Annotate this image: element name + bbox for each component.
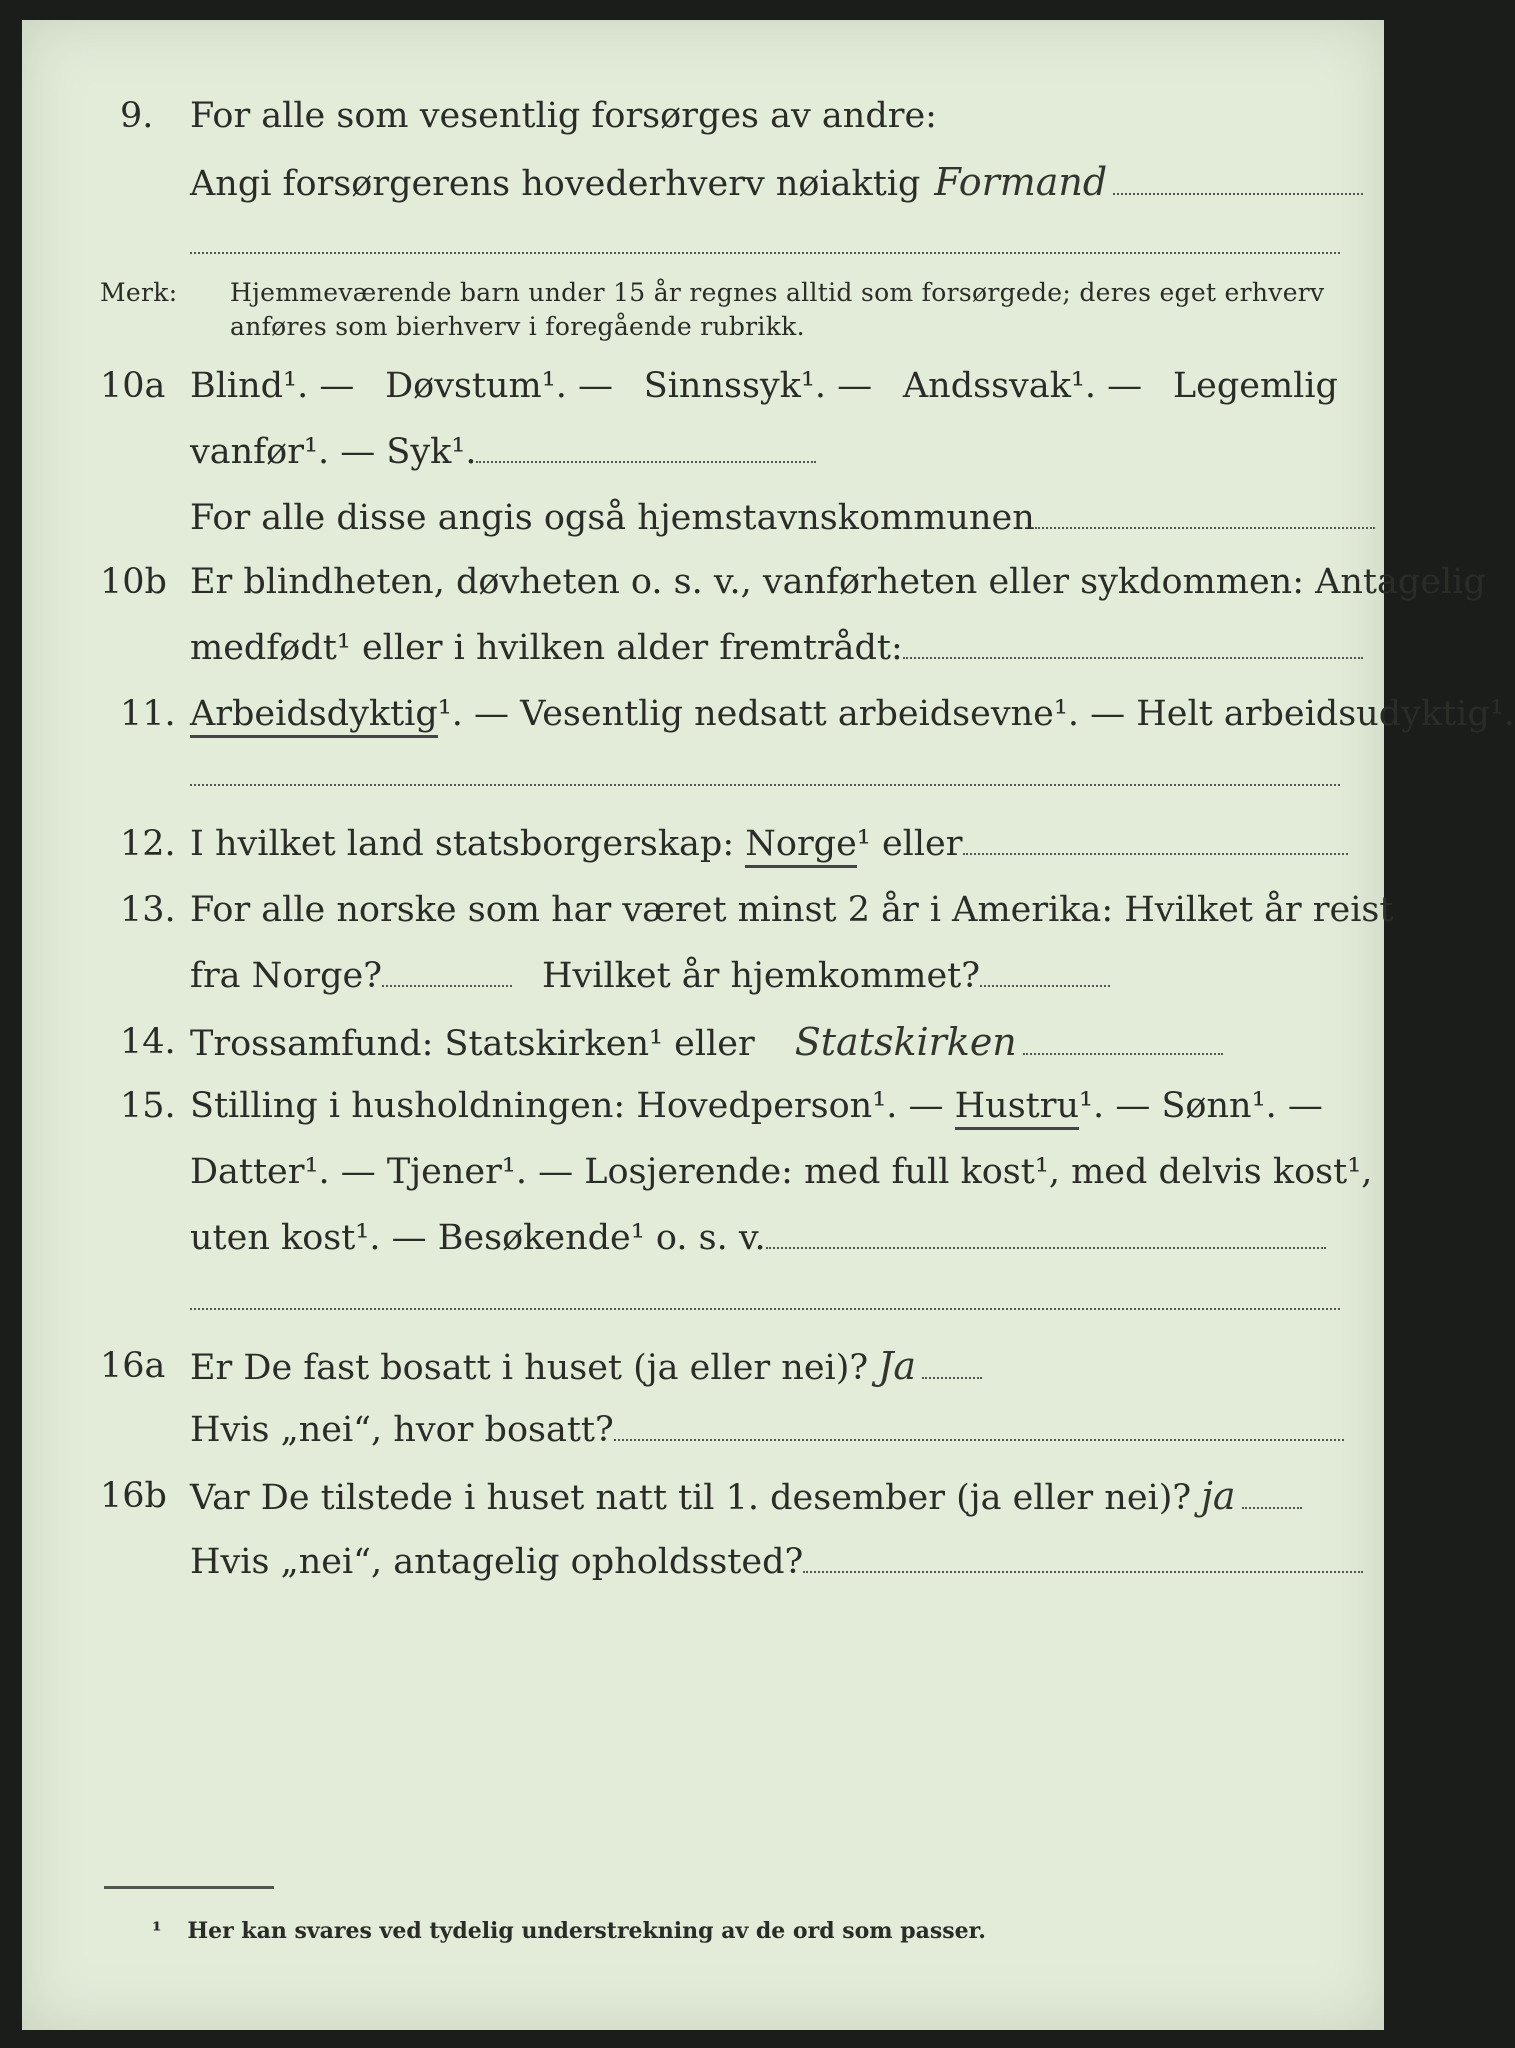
q15-line-fill [766, 1221, 1326, 1249]
q15-blank-line [190, 1308, 1340, 1310]
footnote-rule [104, 1886, 274, 1889]
q13-line2a: fra Norge? [190, 956, 382, 996]
q16a-answer: Ja [878, 1344, 917, 1388]
q10a-dovstum: Døvstum¹. — [385, 366, 614, 406]
q14-answer: Statskirken [794, 1020, 1017, 1064]
q9-blank-line [190, 252, 1340, 254]
q10a-andssvak: Andssvak¹. — [902, 366, 1143, 406]
q10a-line2-row [190, 430, 816, 474]
q16a-line2-row [190, 1408, 1344, 1452]
footnote-text: Her kan svares ved tydelig understrekning av de ord som passer. [187, 1918, 986, 1944]
q10b-line1: Er blindheten, døvheten o. s. v., vanførheten eller sykdommen: Antagelig [190, 562, 1486, 602]
q14-line [190, 1020, 1223, 1066]
q16a-bosatt-line [614, 1413, 1344, 1441]
q13-hjem-line [980, 959, 1110, 987]
q10a-sinnssyk: Sinnssyk¹. — [643, 366, 873, 406]
q10a-kommune-line [1035, 501, 1375, 529]
q16b-line1: Var De tilstede i huset natt til 1. desember (ja eller nei)? [190, 1478, 1192, 1518]
merk-label: Merk: [100, 278, 178, 307]
q15-line1b: ¹. — Sønn¹. — [1079, 1086, 1323, 1126]
q15-number: 15. [120, 1086, 176, 1126]
q9-line1: For alle som vesentlig forsørges av andre: [190, 96, 937, 136]
census-form-page [22, 20, 1515, 2030]
q10a-blind: Blind¹. — [190, 366, 355, 406]
q15-line3: uten kost¹. — Besøkende¹ o. s. v. [190, 1218, 766, 1258]
q11-blank-line [190, 784, 1340, 786]
q11-number: 11. [120, 694, 176, 734]
merk-line1: Hjemmeværende barn under 15 år regnes alltid som forsørgede; deres eget erhverv [230, 278, 1325, 307]
q16b-line2: Hvis „nei“, antagelig opholdssted? [190, 1542, 804, 1582]
q10b-line2: medfødt¹ eller i hvilken alder fremtrådt: [190, 628, 903, 668]
q13-line1: For alle norske som har været minst 2 år i Amerika: Hvilket år reist [190, 890, 1394, 930]
q12-line [190, 822, 1348, 866]
q10b-number: 10b [100, 562, 167, 602]
q16b-line2-row [190, 1540, 1363, 1584]
q16b-number: 16b [100, 1476, 167, 1516]
merk-line2: anføres som bierhverv i foregående rubrikk. [230, 312, 805, 341]
q12-number: 12. [120, 824, 176, 864]
q9-line2-row [190, 160, 1338, 206]
q14-text: Trossamfund: Statskirken¹ eller [190, 1024, 755, 1064]
q15-line1 [190, 1084, 1323, 1128]
q13-reist-line [382, 959, 512, 987]
q16a-answer-line [922, 1351, 982, 1379]
q15-line2: Datter¹. — Tjener¹. — Losjerende: med full kost¹, med delvis kost¹, [190, 1152, 1373, 1192]
q12-line-fill [963, 827, 1348, 855]
q10a-line3-row [190, 496, 1375, 540]
q10a-number: 10a [100, 366, 166, 406]
q12-before: I hvilket land statsborgerskap: [190, 824, 735, 864]
q16b-answer-line [1242, 1481, 1302, 1509]
q13-line2-row [190, 954, 1110, 998]
q11-line [190, 692, 1515, 736]
q15-line1a: Stilling i husholdningen: Hovedperson¹. — [190, 1086, 944, 1126]
q12-after: ¹ eller [856, 824, 963, 864]
q10b-alder-line [903, 631, 1363, 659]
q16b-answer: ja [1201, 1474, 1236, 1518]
q9-line2: Angi forsørgerens hovederhverv nøiaktig [190, 164, 921, 204]
q9-answer: Formand [934, 160, 1108, 204]
q16a-line2: Hvis „nei“, hvor bosatt? [190, 1410, 614, 1450]
q16b-line1-row [190, 1474, 1302, 1520]
q9-answer-line [1113, 167, 1363, 195]
q16a-line1: Er De fast bosatt i huset (ja eller nei)? [190, 1348, 869, 1388]
q16a-line1-row [190, 1344, 982, 1390]
q10a-line2: vanfør¹. — Syk¹. [190, 432, 477, 472]
q13-line2b: Hvilket år hjemkommet? [542, 956, 981, 996]
q14-line-fill [1023, 1027, 1223, 1055]
q10a-legemlig: Legemlig [1172, 366, 1338, 406]
q15-line3-row [190, 1216, 1326, 1260]
q10a-line3: For alle disse angis også hjemstavnskommunen [190, 498, 1035, 538]
q16b-opholdssted-line [803, 1545, 1363, 1573]
q10a-line1 [190, 364, 1338, 408]
q15-marked: Hustru [955, 1086, 1079, 1130]
q11-rest: ¹. — Vesentlig nedsatt arbeidsevne¹. — Helt arbeidsudyktig¹. [437, 694, 1515, 734]
footnote-mark: ¹ [152, 1918, 162, 1944]
footnote [152, 1918, 986, 1944]
q11-marked: Arbeidsdyktig [190, 694, 438, 738]
q14-number: 14. [120, 1022, 176, 1062]
q10a-syk-line [476, 435, 816, 463]
q16a-number: 16a [100, 1346, 166, 1386]
q12-marked: Norge [745, 824, 857, 868]
q9-number: 9. [120, 96, 154, 136]
q10b-line2-row [190, 626, 1363, 670]
q13-number: 13. [120, 890, 176, 930]
